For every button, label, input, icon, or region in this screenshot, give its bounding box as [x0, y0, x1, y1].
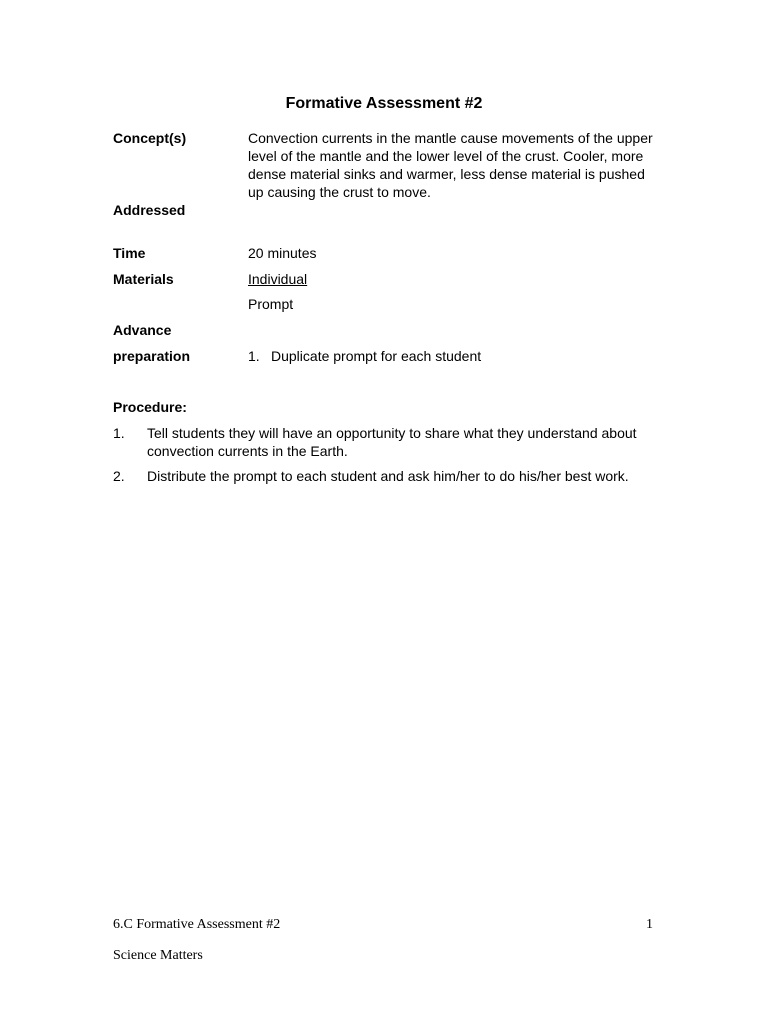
time-value: 20 minutes	[248, 245, 317, 261]
procedure-step-text: Distribute the prompt to each student and ask him/her to do his/her best work.	[147, 468, 629, 484]
preparation-label: preparation	[113, 348, 191, 364]
concepts-label: Concept(s)	[113, 130, 187, 146]
addressed-label: Addressed	[113, 202, 186, 218]
materials-heading: Individual	[248, 271, 308, 287]
materials-item: Prompt	[248, 296, 294, 312]
procedure-step-number: 2.	[113, 468, 125, 484]
time-label: Time	[113, 245, 146, 261]
procedure-step-text: Tell students they will have an opportunity to share what they understand about convection currents in the Earth.	[147, 425, 637, 459]
procedure-heading: Procedure:	[113, 399, 187, 415]
preparation-item-text: Duplicate prompt for each student	[271, 348, 482, 364]
concepts-text: Convection currents in the mantle cause movements of the upper level of the mantle and the lower level of the crust. Cooler, more dense material sinks and warmer, less dense material is pushed up causing the crust to move.	[248, 130, 653, 200]
footer-title: 6.C Formative Assessment #2	[113, 917, 281, 932]
footer-publisher: Science Matters	[113, 948, 203, 963]
preparation-item-number: 1.	[248, 348, 260, 364]
materials-label: Materials	[113, 271, 174, 287]
page-number: 1	[646, 917, 653, 932]
advance-label: Advance	[113, 322, 172, 338]
preparation-item	[248, 347, 481, 365]
page-title: Formative Assessment #2	[285, 95, 483, 112]
procedure-step-number: 1.	[113, 425, 125, 441]
